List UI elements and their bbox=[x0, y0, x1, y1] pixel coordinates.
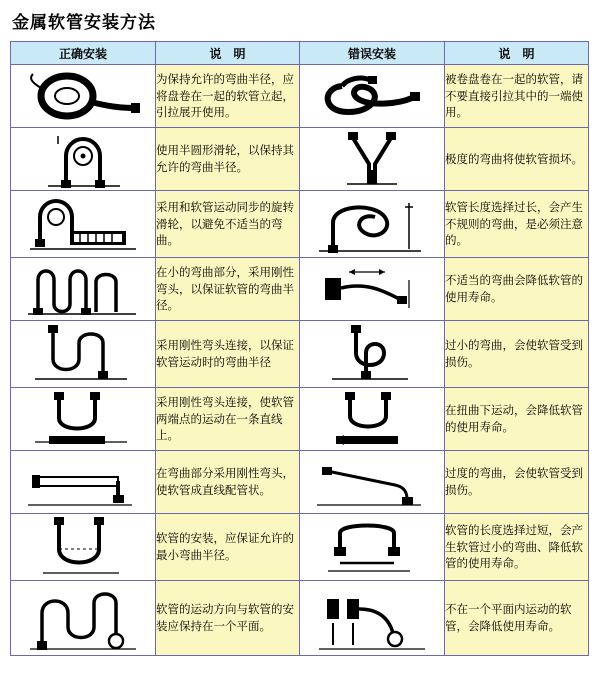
correct-figure-cell bbox=[11, 321, 156, 388]
wrong-description: 不适当的弯曲会降低软管的使用寿命。 bbox=[445, 258, 589, 321]
table-row bbox=[11, 321, 589, 388]
wrong-description: 软管长度选择过长，会产生不规则的弯曲，是必须注意的。 bbox=[445, 191, 589, 258]
table-row bbox=[11, 451, 589, 514]
rigid-bend-small-radius-figure bbox=[20, 260, 146, 318]
coiled-hose-roll-figure bbox=[23, 68, 143, 124]
synchronized-rotating-pulley-figure bbox=[20, 193, 146, 255]
table-row bbox=[11, 581, 589, 656]
wrong-description: 过小的弯曲，会使软管受到损伤。 bbox=[445, 321, 589, 388]
wrong-figure-cell bbox=[300, 65, 445, 128]
correct-description: 使用半圆形滑轮，以保持其允许的弯曲半径。 bbox=[156, 128, 300, 191]
table-row bbox=[11, 128, 589, 191]
rigid-elbow-connection-figure bbox=[23, 323, 143, 385]
wrong-figure-cell bbox=[300, 191, 445, 258]
header-wrong-install: 错误安装 bbox=[300, 42, 445, 65]
correct-description: 在小的弯曲部分，采用刚性弯头，以保证软管的弯曲半径。 bbox=[156, 258, 300, 321]
correct-description: 采用刚性弯头连接，以保证软管运动时的弯曲半径 bbox=[156, 321, 300, 388]
tangled-coiled-hose-figure bbox=[312, 68, 432, 124]
correct-figure-cell bbox=[11, 581, 156, 656]
correct-figure-cell bbox=[11, 388, 156, 451]
straight-pipe-elbow-figure bbox=[20, 455, 146, 509]
table-row bbox=[11, 65, 589, 128]
correct-description: 采用刚性弯头连接，使软管两端点的运动在一条直线上。 bbox=[156, 388, 300, 451]
page-title: 金属软管安装方法 bbox=[12, 13, 156, 33]
correct-description: 采用和软管运动同步的旋转滑轮，以避免不适当的弯曲。 bbox=[156, 191, 300, 258]
wrong-figure-cell bbox=[300, 321, 445, 388]
correct-description: 在弯曲部分采用刚性弯头，使软管成直线配管状。 bbox=[156, 451, 300, 514]
correct-description: 软管的运动方向与软管的安装应保持在一个平面。 bbox=[156, 581, 300, 656]
wrong-figure-cell bbox=[300, 514, 445, 581]
wrong-figure-cell bbox=[300, 581, 445, 656]
wrong-description: 软管的长度选择过短，会产生软管过小的弯曲、降低软管的使用寿命。 bbox=[445, 514, 589, 581]
wrong-description: 不在一个平面内运动的软管，会降低使用寿命。 bbox=[445, 581, 589, 656]
out-of-plane-motion-figure bbox=[309, 583, 435, 653]
correct-figure-cell bbox=[11, 128, 156, 191]
table-header-row bbox=[11, 42, 589, 65]
too-long-hose-figure bbox=[312, 515, 432, 579]
header-description-1: 说 明 bbox=[156, 42, 300, 65]
wrong-description: 过度的弯曲，会使软管受到损伤。 bbox=[445, 451, 589, 514]
header-correct-install: 正确安装 bbox=[11, 42, 156, 65]
wrong-figure-cell bbox=[300, 388, 445, 451]
straight-line-elbow-figure bbox=[23, 390, 143, 448]
correct-description: 为保持允许的弯曲半径，应将盘卷在一起的软管立起，引拉展开使用。 bbox=[156, 65, 300, 128]
correct-figure-cell bbox=[11, 451, 156, 514]
correct-figure-cell bbox=[11, 258, 156, 321]
twisted-hose-motion-figure bbox=[312, 390, 432, 448]
hose-installation-table bbox=[10, 41, 589, 656]
correct-figure-cell bbox=[11, 514, 156, 581]
min-bend-radius-install-figure bbox=[23, 515, 143, 579]
semicircular-pulley-figure bbox=[28, 130, 138, 188]
header-description-2: 说 明 bbox=[445, 42, 589, 65]
correct-figure-cell bbox=[11, 191, 156, 258]
too-small-bend-figure bbox=[312, 323, 432, 385]
excess-length-hose-figure bbox=[309, 193, 435, 255]
table-row bbox=[11, 514, 589, 581]
table-row bbox=[11, 258, 589, 321]
wrong-figure-cell bbox=[300, 451, 445, 514]
correct-figure-cell bbox=[11, 65, 156, 128]
wrong-description: 被卷盘卷在一起的软管，请不要直接引拉其中的一端使用。 bbox=[445, 65, 589, 128]
same-plane-motion-figure bbox=[20, 583, 146, 653]
table-row bbox=[11, 388, 589, 451]
wrong-description: 极度的弯曲将使软管损坏。 bbox=[445, 128, 589, 191]
wrong-description: 在扭曲下运动，会降低软管的使用寿命。 bbox=[445, 388, 589, 451]
correct-description: 软管的安装，应保证允许的最小弯曲半径。 bbox=[156, 514, 300, 581]
improper-bend-figure bbox=[309, 260, 435, 318]
wrong-figure-cell bbox=[300, 128, 445, 191]
sharp-bend-hose-figure bbox=[317, 130, 427, 188]
table-row bbox=[11, 191, 589, 258]
wrong-figure-cell bbox=[300, 258, 445, 321]
over-bending-figure bbox=[309, 455, 435, 509]
